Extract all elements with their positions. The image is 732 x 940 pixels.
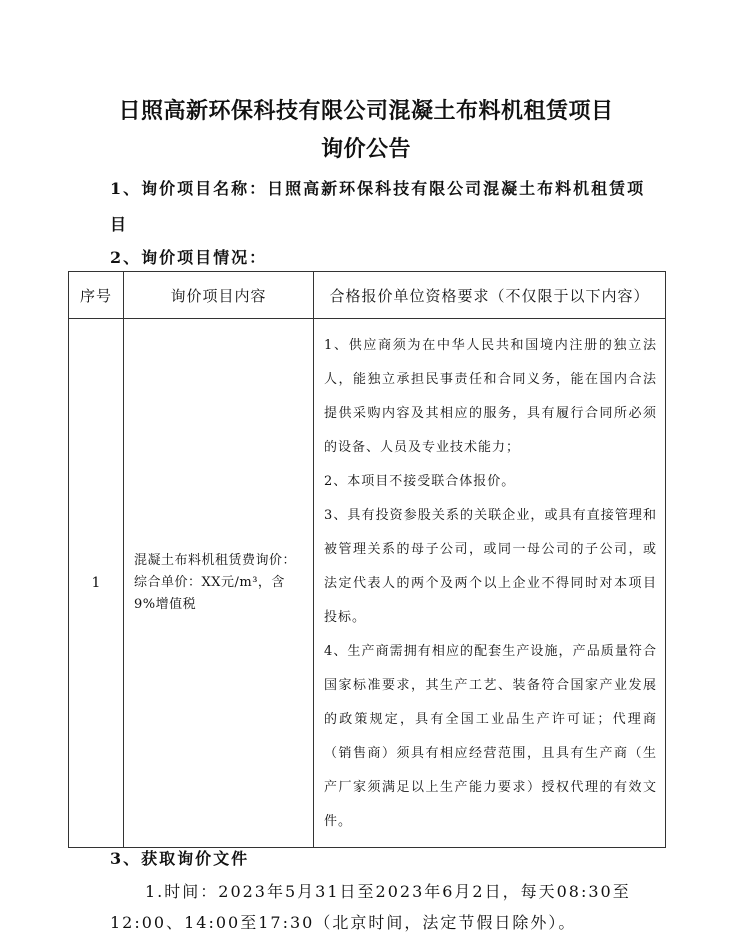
requirement-item-2: 2、本项目不接受联合体报价。 xyxy=(324,474,516,489)
header-serial-number: 序号 xyxy=(69,272,124,319)
header-inquiry-content: 询价项目内容 xyxy=(124,272,314,319)
header-qualification-requirements: 合格报价单位资格要求（不仅限于以下内容） xyxy=(314,272,666,319)
document-subtitle: 询价公告 xyxy=(320,136,411,162)
table-header-row xyxy=(69,272,666,319)
requirement-item-4: 4、生产商需拥有相应的配套生产设施，产品质量符合国家标准要求，其生产工艺、装备符合国家产业发展的政策规定，具有全国工业品生产许可证；代理商（销售商）须具有相应经营范围，且具有生产商（生产厂家须满足以上生产能力要求）授权代理的有效文件。 xyxy=(324,644,657,829)
row-qualification-requirements xyxy=(314,319,666,848)
obtain-time-line-1: 1.时间：2023年5月31日至2023年6月2日，每天08:30至 xyxy=(145,882,631,901)
table-row xyxy=(69,319,666,848)
obtain-documents-heading: 3、获取询价文件 xyxy=(110,849,250,868)
requirement-item-1: 1、供应商须为在中华人民共和国境内注册的独立法人，能独立承担民事责任和合同义务，能在国内合法提供采购内容及其相应的服务，具有履行合同所必须的设备、人员及专业技术能力； xyxy=(324,338,657,455)
project-name-line-1: 1、询价项目名称：日照高新环保科技有限公司混凝土布料机租赁项 xyxy=(110,179,646,198)
project-situation-heading: 2、询价项目情况： xyxy=(110,248,268,267)
obtain-time-line-2: 12:00、14:00至17:30（北京时间，法定节假日除外）。 xyxy=(110,913,577,932)
inquiry-table xyxy=(68,271,666,848)
project-name-line-2: 目 xyxy=(110,215,129,234)
requirement-item-3: 3、具有投资参股关系的关联企业，或具有直接管理和被管理关系的母子公司，或同一母公司的子公司，或法定代表人的两个及两个以上企业不得同时对本项目投标。 xyxy=(324,508,657,625)
row-inquiry-content: 混凝土布料机租赁费询价：综合单价：XX元/m³，含9%增值税 xyxy=(124,319,314,848)
document-title: 日照高新环保科技有限公司混凝土布料机租赁项目 xyxy=(118,98,614,124)
row-serial-number: 1 xyxy=(69,319,124,848)
